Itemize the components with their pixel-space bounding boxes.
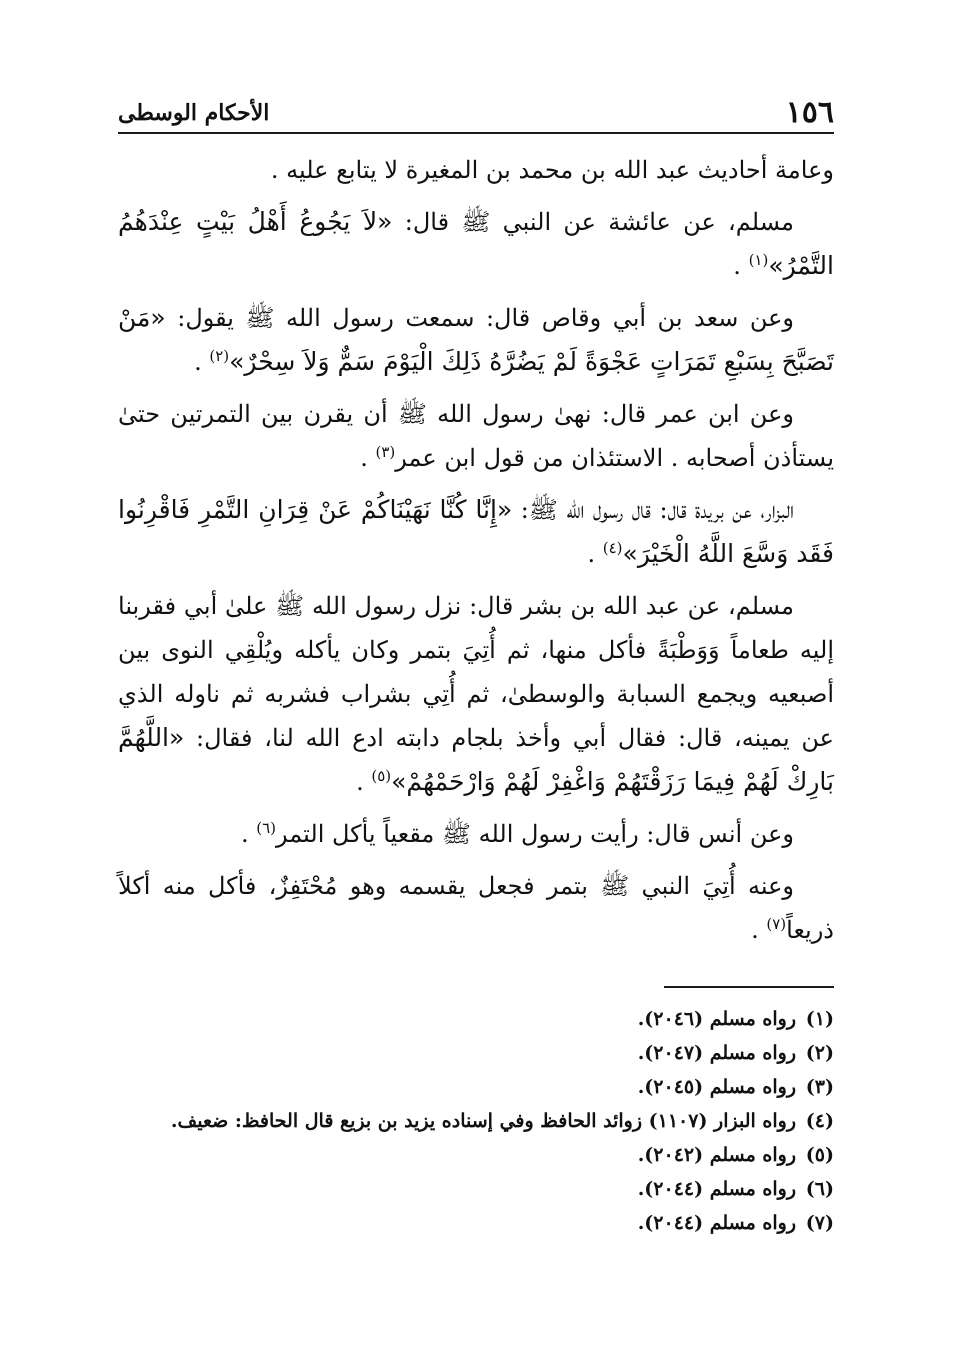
hadith-quote: «إِنَّا كُنَّا نَهَيْنَاكُمْ عَنْ قِرَانِ التَّمْرِ فَاقْرِنُوا فَقَد وَسَّعَ اللَّهُ الْخَيْرَ» <box>118 495 834 568</box>
paragraph-2 <box>118 200 834 288</box>
paragraph-end: . <box>240 820 257 848</box>
paragraph-end: . <box>356 768 372 796</box>
footnote-ref-2: (٢) <box>209 347 230 365</box>
paragraph-3 <box>118 296 834 384</box>
paragraph-text: مسلم، عن عائشة عن النبي ﷺ قال: <box>392 208 794 236</box>
paragraph-8 <box>118 864 834 952</box>
footnote-number: (٦) <box>805 1178 834 1200</box>
footnote-ref-4: (٤) <box>602 539 623 557</box>
footnote-number: (٣) <box>805 1076 834 1098</box>
footnote-item <box>118 1104 834 1138</box>
footnote-ref-5: (٥) <box>371 767 392 785</box>
hadith-quote: «مَنْ تَصَبَّحَ بِسَبْعِ تَمَرَاتٍ عَجْوَةً لَمْ يَضُرَّهُ ذَلِكَ الْيَوْمَ سَمٌّ وَلاَ سِحْرٌ» <box>118 303 834 376</box>
paragraph-text: مسلم، عن عبد الله بن بشر قال: نزل رسول الله ﷺ علىٰ أبي فقربنا إليه طعاماً وَوَطْبَةً فأكل منها، ثم أُتِيَ بتمر وكان يأكله ويُلْقِي النوى بين أصبعيه ويجمع السبابة والوسطىٰ، ثم أُتِي بشراب فشربه ثم ناوله الذي عن يمينه، قال: فقال أبي وأخذ بلجام دابته ادع الله لنا، فقال: <box>118 592 834 752</box>
paragraph-end: . <box>194 348 210 376</box>
paragraph-4 <box>118 392 834 480</box>
footnote-ref-7: (٧) <box>766 915 787 933</box>
paragraph-text: وعن أنس قال: رأيت رسول الله ﷺ مقعياً يأكل التمر <box>276 820 794 848</box>
footnote-number: (٤) <box>805 1110 834 1132</box>
footnote-text: رواه مسلم (٢٠٤٤). <box>637 1178 796 1200</box>
footnote-number: (٥) <box>805 1144 834 1166</box>
footnote-text: رواه مسلم (٢٠٤٦). <box>637 1008 796 1030</box>
footnote-item <box>118 1172 834 1206</box>
paragraph-text: وعن سعد بن أبي وقاص قال: سمعت رسول الله ﷺ يقول: <box>165 304 794 332</box>
paragraph-text: وعامة أحاديث عبد الله بن محمد بن المغيرة لا يتابع عليه . <box>270 156 834 184</box>
page-number: ١٥٦ <box>785 95 834 130</box>
footnote-ref-1: (١) <box>748 251 769 269</box>
paragraph-1 <box>118 148 834 192</box>
running-header <box>118 92 834 134</box>
paragraph-end: . <box>733 252 749 280</box>
main-text <box>118 148 834 952</box>
footnote-item <box>118 1036 834 1070</box>
footnote-ref-3: (٣) <box>375 443 396 461</box>
footnote-number: (١) <box>805 1008 834 1030</box>
footnote-item <box>118 1138 834 1172</box>
paragraph-5 <box>118 488 834 576</box>
footnotes-list <box>118 1002 834 1240</box>
footnote-number: (٧) <box>805 1212 834 1234</box>
paragraph-end: . <box>751 916 767 944</box>
book-title: الأحكام الوسطى <box>118 100 270 126</box>
footnote-item <box>118 1070 834 1104</box>
footnote-ref-6: (٦) <box>256 819 277 837</box>
book-page <box>118 92 834 1240</box>
footnote-text: رواه مسلم (٢٠٤٢). <box>637 1144 796 1166</box>
hadith-quote: «لاَ يَجُوعُ أَهْلُ بَيْتٍ عِنْدَهُمُ التَّمْرُ» <box>118 207 834 280</box>
footnote-item <box>118 1002 834 1036</box>
paragraph-end: . <box>360 444 376 472</box>
footnote-text: رواه مسلم (٢٠٤٤). <box>637 1212 796 1234</box>
paragraph-end: . <box>587 540 603 568</box>
footnote-text: رواه البزار (١١٠٧) زوائد الحافظ وفي إسناده يزيد بن بزيع قال الحافظ: ضعيف. <box>170 1110 796 1132</box>
paragraph-text: البزار، عن بريدة قال: قال رسول الله ﷺ: <box>512 496 794 524</box>
footnote-text: رواه مسلم (٢٠٤٧). <box>637 1042 796 1064</box>
hadith-quote: «اللَّهُمَّ بَارِكْ لَهُمْ فِيمَا رَزَقْتَهُمْ وَاغْفِرْ لَهُمْ وَارْحَمْهُمْ» <box>118 723 834 796</box>
footnote-number: (٢) <box>805 1042 834 1064</box>
paragraph-text: وعنه أُتِيَ النبي ﷺ بتمر فجعل يقسمه وهو مُحْتَفِزٌ، فأكل منه أكلاً ذريعاً <box>118 872 834 944</box>
paragraph-6 <box>118 584 834 804</box>
paragraph-7 <box>118 812 834 856</box>
footnote-text: رواه مسلم (٢٠٤٥). <box>637 1076 796 1098</box>
footnote-divider <box>664 986 834 988</box>
footnote-item <box>118 1206 834 1240</box>
paragraph-text: وعن ابن عمر قال: نهىٰ رسول الله ﷺ أن يقرن بين التمرتين حتىٰ يستأذن أصحابه . الاستئذان من قول ابن عمر <box>118 400 834 472</box>
